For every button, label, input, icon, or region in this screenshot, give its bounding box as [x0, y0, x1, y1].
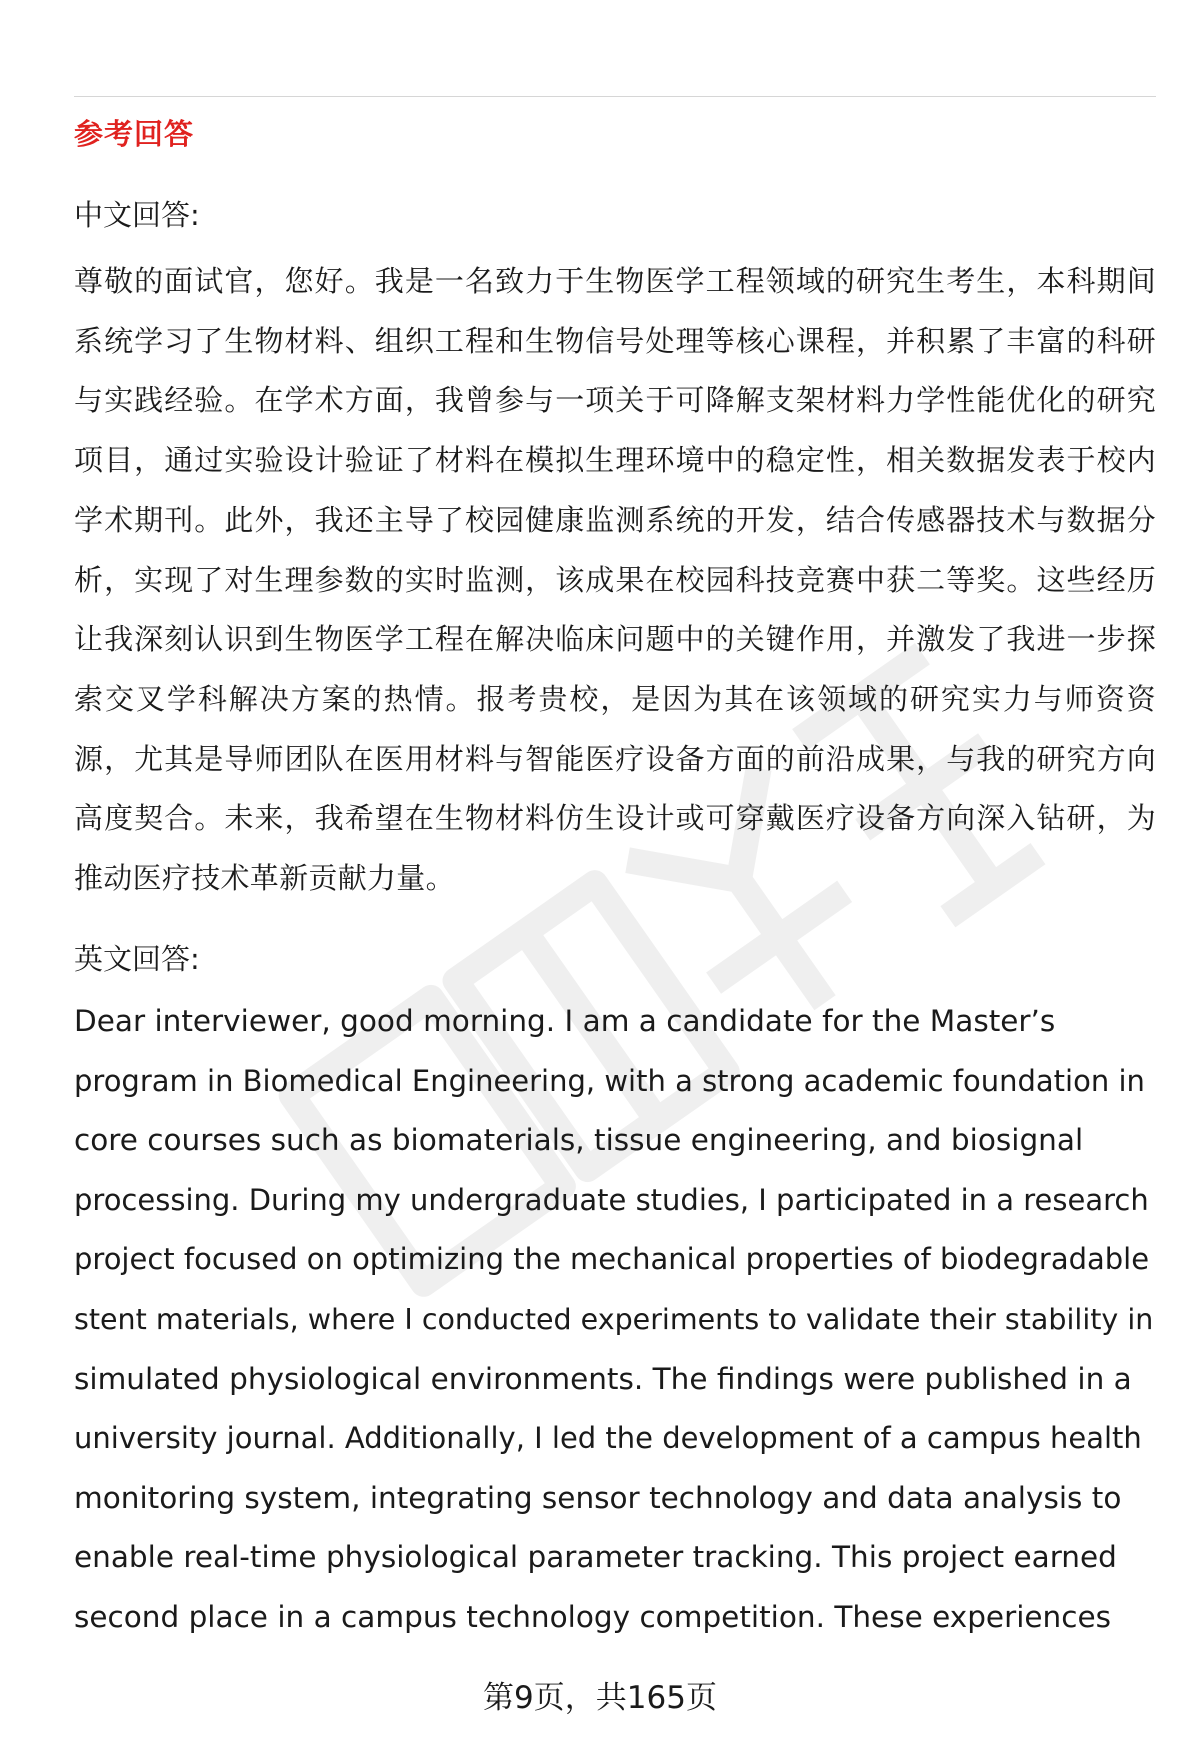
section-heading: 参考回答: [74, 117, 195, 151]
chinese-answer-label: 中文回答:: [74, 198, 200, 232]
english-line: processing. During my undergraduate studies, I participated in a research: [74, 1182, 1149, 1217]
english-line: second place in a campus technology competition. These experiences: [74, 1599, 1111, 1634]
english-line: university journal. Additionally, I led the development of a campus health: [74, 1421, 1142, 1456]
english-line: simulated physiological environments. The findings were published in a: [74, 1361, 1132, 1396]
english-line: stent materials, where I conducted experiments to validate their stability in: [74, 1302, 1154, 1336]
top-divider: [74, 96, 1156, 97]
english-line: monitoring system, integrating sensor technology and data analysis to: [74, 1480, 1122, 1515]
english-line: program in Biomedical Engineering, with a strong academic foundation in: [74, 1063, 1145, 1098]
english-line: project focused on optimizing the mechanical properties of biodegradable: [74, 1242, 1150, 1277]
chinese-answer-body: 尊敬的面试官，您好。我是一名致力于生物医学工程领域的研究生考生，本科期间系统学习了生物材料、组织工程和生物信号处理等核心课程，并积累了丰富的科研与实践经验。在学术方面，我曾参与一项关于可降解支架材料力学性能优化的研究项目，通过实验设计验证了材料在模拟生理环境中的稳定性，相关数据发表于校内学术期刊。此外，我还主导了校园健康监测系统的开发，结合传感器技术与数据分析，实现了对生理参数的实时监测，该成果在校园科技竞赛中获二等奖。这些经历让我深刻认识到生物医学工程在解决临床问题中的关键作用，并激发了我进一步探索交叉学科解决方案的热情。报考贵校，是因为其在该领域的研究实力与师资资源，尤其是导师团队在医用材料与智能医疗设备方面的前沿成果，与我的研究方向高度契合。未来，我希望在生物材料仿生设计或可穿戴医疗设备方向深入钻研，为推动医疗技术革新贡献力量。: [74, 264, 1156, 896]
english-line: core courses such as biomaterials, tissue engineering, and biosignal: [74, 1123, 1084, 1158]
english-answer-label: 英文回答:: [74, 942, 200, 976]
english-line: enable real-time physiological parameter tracking. This project earned: [74, 1540, 1117, 1575]
english-answer-body: [74, 992, 1156, 1648]
english-line: Dear interviewer, good morning. I am a candidate for the Master’s: [74, 1004, 1056, 1038]
page-number: 第9页，共165页: [483, 1680, 717, 1716]
